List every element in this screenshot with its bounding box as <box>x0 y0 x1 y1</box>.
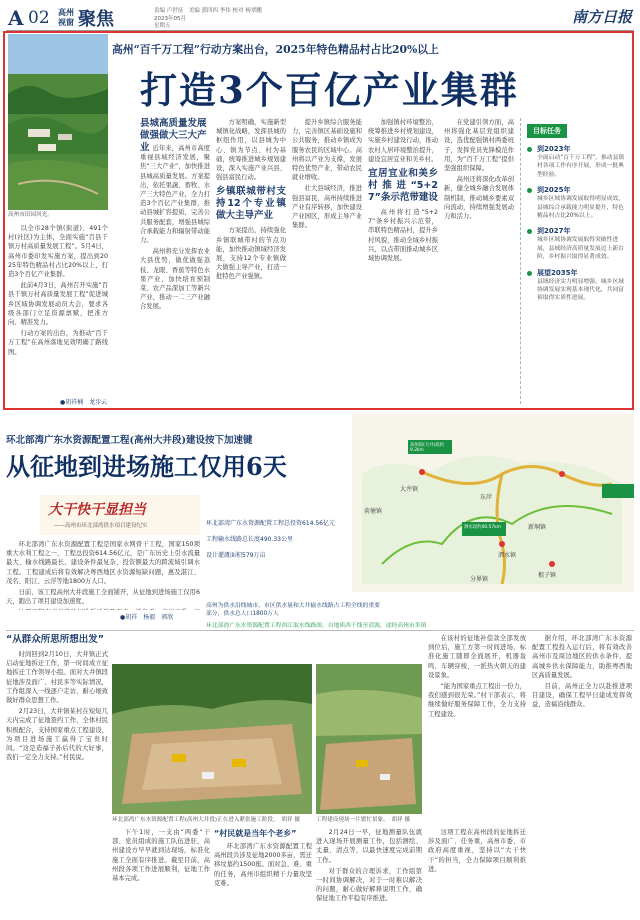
goal-item <box>527 144 626 179</box>
section-name-top: 高州 <box>58 8 74 17</box>
story2-col-far-right <box>532 634 632 914</box>
story1-headline: 打造3个百亿产业集群 <box>140 68 519 112</box>
stat-total-investment: 环北部湾广东水资源配置工程总投资614.56亿元 <box>206 520 335 527</box>
page-code: A <box>8 6 24 30</box>
construction-site-photo <box>112 664 312 814</box>
map-label-genzi: 根子镇 <box>538 572 557 579</box>
story1-lead-p2: 此前4月3日，高州召开实施“百县千镇万村高质量发展工程”促进城乡区域协调发展动员大会，要求各级各部门立足资源禀赋，把准方向、精准发力。 <box>8 282 108 327</box>
stat-population: 高州为供水沿线城市，市区供水量和大井输水线路占工程全线的重要部分，供水总人口1800万人 <box>206 603 380 617</box>
map-label-fenjie: 分界镇 <box>470 576 489 583</box>
story2-map-note: 环北部湾广东水资源配置工程西江取水线路图，自地质西干线至清源，途经高州市多镇 <box>206 623 427 629</box>
story2-intro <box>6 540 200 610</box>
story2-col-a <box>6 634 108 914</box>
paper-logo: 南方日报 <box>572 8 633 26</box>
story1-col2-p1: 近年来，高州市高度重视县域经济发展，聚焦“三大产业”，加快推进县城高质量发展。方案提出，依托果蔬、畜牧、水产三大特色产业，全力打造3个百亿产业集群，推动县城扩容提质，完善公共服务配套，增强县城综合承载能力和辐射带动能力。 <box>140 145 210 245</box>
page-number: 02 <box>28 8 50 28</box>
story2-col-a-p2: 2月23日，大井镇某村在短短几天内完成了征地签约工作，全体村民积极配合，支持国家重点工程建设，为项目进场施工赢得了宝贵时间。“这是造福子孙后代的大好事，我们一定全力支持。”村民说。 <box>6 708 108 762</box>
story1-subhead-2: 乡镇联城带村支持12个专业镇做大主导产业 <box>216 186 286 222</box>
map-label-dajing: 大井镇 <box>400 486 419 493</box>
story1-col2 <box>140 144 210 404</box>
story1-kicker: 高州“百千万工程”行动方案出台，2025年特色精品村占比20%以上 <box>112 43 439 56</box>
map-label-dongan: 东岸 <box>480 494 493 501</box>
story2-stats <box>206 520 366 600</box>
story1-col5-p1: 加强镇村环境整治，统筹推进乡村规划建设，实施乡村建设行动，推动农村人居环境整治提升，建设宜居宜业和美乡村。 <box>368 119 438 163</box>
goal-year: 到2023年 <box>537 145 571 153</box>
story1-col2-p2: 高州将充分发挥农业大县优势，做优做强荔枝、龙眼、香蕉等特色水果产业，加快培育预制菜、农产品深加工等新兴产业，推动一二三产业融合发展。 <box>140 248 210 311</box>
story2-intro-p1: 环北部湾广东水资源配置工程是国家水网骨干工程，国家150项重大水利工程之一，工程总投资614.56亿元，是广东历史上引水流量最大、输水线路最长、建设条件最复杂、投资额最大的跨流域引调水工程。工程建成后将有效解决粤西地区水资源短缺问题，惠及湛江、茂名、阳江、云浮等地1800万人口。 <box>6 541 200 585</box>
goal-year: 展望2035年 <box>537 268 578 277</box>
story1-lead-p3: 行动方案的出台，为推动“百千万工程”在高州落地见效明确了路线图。 <box>8 330 108 356</box>
map-tag-sishui: 泗水段约40.57km <box>464 525 501 530</box>
goal-marker-icon <box>527 271 532 276</box>
story1-col5 <box>368 118 438 404</box>
story1-col3-p2: 方案提出，持续强化乡镇联城带村的节点功能，加快推动镇域经济发展，支持12个专业镇做大做强主导产业，打造一批特色产业强镇。 <box>216 227 286 281</box>
story2-col-e-p2: 目前，高州正全力以赴推进项目建设，确保工程早日建成发挥效益，造福沿线群众。 <box>532 683 632 709</box>
goal-marker-icon <box>527 147 532 152</box>
route-map-graphic <box>352 414 634 592</box>
landscape-photo <box>8 34 108 210</box>
story2-badge-subtitle: ——高州市环北部湾供水项目建设纪实 <box>54 523 148 529</box>
goals-rail-title: 目标任务 <box>527 124 567 138</box>
story2-col-b <box>112 828 210 916</box>
goal-desc: 全面启动“百千万工程”，推动县镇村各项工作有序开展，形成一批典型经验。 <box>537 155 625 178</box>
story1-col6-p2: 高州还将深化改革创新，健全城乡融合发展体制机制，推动城乡要素双向流动，持续增强发展动力和活力。 <box>444 176 514 221</box>
masthead <box>6 4 634 30</box>
masthead-meta: 责编 卢世征 美编 郭四四 李伟 校对 杨翠鹏 <box>154 8 262 14</box>
construction-field-photo <box>316 664 422 814</box>
goal-item <box>527 268 626 303</box>
goal-year: 到2027年 <box>537 227 571 236</box>
story1-col6 <box>444 118 514 404</box>
story1-col5-p2: 高州将打造“5+27”条乡村振兴示范带，串联特色精品村，提升乡村风貌，推动全域乡村振兴，以点带面推动城乡区域协调发展。 <box>368 209 438 263</box>
story1-col3-p1: 方案明确，实施新型城镇化战略，发挥县城的枢纽作用，以县城为中心、镇为节点、村为基础，统筹推进城乡规划建设，深入实施产业兴县、强县富民行动。 <box>216 119 286 182</box>
map-label-hetang: 荷塘镇 <box>364 508 383 515</box>
goal-year: 到2025年 <box>537 186 571 195</box>
column-title: 聚焦 <box>78 9 114 30</box>
story1-col4-p2: 壮大县域经济，推进强县富民，高州持续推进产业有序转移，加快建设产业园区，形成主导产业集群。 <box>292 185 362 230</box>
stat-line-length: 工程输水线路总长度490.33公里 <box>206 536 293 543</box>
story1-byline: ●胡祥楠 龙步云 <box>60 399 108 406</box>
story1-lead: 以全市28个镇(街道)、491个村(社区)为主体，全面实施“百县千镇万村高质量发展工程”。5月4日，高州市委印发实施方案，提出到2025年特色精品村占比20%以上，打造3个百亿产业集群。 <box>8 225 108 279</box>
construction-photo-2 <box>316 664 422 814</box>
story1-col4-p1: 提升乡镇综合服务能力，完善镇区基础设施和公共服务，推动乡镇成为服务农民的区域中心。高州将以产业为支撑，发展特色优势产业，带动农民就业增收。 <box>292 119 362 182</box>
story2-col-c <box>214 828 312 916</box>
story2-kicker: 环北部湾广东水资源配置工程(高州大井段)建设按下加速键 <box>6 435 253 446</box>
story2-col-b-p2: 环北部湾广东水资源配置工程高州段共涉及征地2000多亩，需迁移坟墓约1500座。面对急、难、重的任务，高州市组织精干力量攻坚克难。 <box>214 843 312 887</box>
story2-col-e-p1: 据介绍，环北部湾广东水资源配置工程投入运行后，将有效改善高州市及周边地区的供水条件，提高城乡供水保障能力，助推粤西地区高质量发展。 <box>532 635 632 679</box>
story2-col-d <box>316 828 422 916</box>
story1-lead-column <box>8 224 108 396</box>
story2-subhead-b: “村民就是当年个老乡” <box>214 829 297 838</box>
story2-badge <box>40 495 200 535</box>
masthead-weekday: 星期五 <box>154 23 171 29</box>
story1-col3 <box>216 118 286 404</box>
story1-photo <box>8 34 108 210</box>
story1-photo-caption: 高州市田园风光。 <box>8 212 53 218</box>
story2-col-e-extra: 这项工程在高州段的征地拆迁涉及面广、任务重，高州市委、市政府高度重视，坚持以“大干快干”的担当，全力保障项目顺利推进。 <box>428 829 526 873</box>
story2-headline: 从征地到进场施工仅用6天 <box>6 452 287 481</box>
story1-col4 <box>292 118 362 404</box>
story2-col-b-p1: 下午1时，一支由“两委”干部、党员组成的施工队伍进驻，高州建设方早早就到达现场，标准化施工全面有序推进。截至目前，高州段各项工作进展顺利，征地工作基本完成。 <box>112 829 210 883</box>
story2-byline: ●胡祥 杨毅 郭欣 <box>120 614 174 621</box>
construction-photo-2-caption: 工程建设现场一片繁忙景象。 胡祥 摄 <box>316 817 411 823</box>
stat-irrigation-area: 设计灌溉面积579万亩 <box>206 552 266 559</box>
construction-photo-1-caption: 环北部湾广东水资源配置工程(高州大井段)正在进入紧张施工阶段。 胡祥 摄 <box>112 817 300 823</box>
story2-col-d-p1: 在该村的征地补偿款全部发放到位后，施工方第一时间进场，标准化施工随即全面展开，机器轰鸣、车辆穿梭，一派热火朝天的建设景象。 <box>428 635 526 679</box>
goals-rail <box>520 118 630 404</box>
goal-item <box>527 185 626 220</box>
story2-subhead-a: “从群众所思所想出发” <box>6 634 104 645</box>
section-name-bottom: 视窗 <box>58 18 74 27</box>
masthead-date: 2023年05月 <box>154 16 186 22</box>
goal-item <box>527 226 626 261</box>
story2-badge-title: 大干快干显担当 <box>48 502 146 518</box>
story2-intro-p3 <box>6 608 200 610</box>
map-label-sishui: 泗水镇 <box>498 552 517 559</box>
story2-divider <box>6 630 634 631</box>
story2-col-c-p1: 2月24日一早，征地测量队伍就进入现场开展测量工作，包括测绘、丈量、清点等，以最快速度完成前期工作。 <box>316 829 422 864</box>
goal-marker-icon <box>527 229 532 234</box>
story2-intro-p2: 日前，该工程高州大井段施工全面铺开，从征地到进场施工仅用6天，跑出了项目建设加速度。 <box>6 589 200 606</box>
story2-col-top-right <box>428 634 526 814</box>
map-tag-dajing: 高州段(大井)段约9.2km <box>410 443 445 453</box>
goal-desc: 县域经济实力明显增强，城乡区域协调发展实现基本现代化，共同富裕取得实质性进展。 <box>537 278 624 302</box>
story2-col-a-p1: 时间回到2月10日，大井镇正式启动征地拆迁工作，第一时间成立征地拆迁工作领导小组。面对大井镇段征地涉及面广、村民多等实际情况，工作组深入一线逐户走访，耐心细致做好群众思想工作。 <box>6 651 108 705</box>
story1-subhead-3: 宜居宜业和美乡村推进“5+27”条示范带建设 <box>368 168 438 204</box>
story2-col-d-p2: “能为国家重点工程出一份力，我们感到很光荣。”村干部表示，将继续做好服务保障工作，全力支持工程建设。 <box>428 683 526 718</box>
story1-subhead-1: 县城高质量发展做强做大三大产业 <box>140 118 207 153</box>
goal-desc: 城乡区域协调发展取得明显成效，县城综合承载能力明显提升，特色精品村占比20%以上。 <box>537 196 624 220</box>
construction-photo-1 <box>112 664 312 814</box>
story2-col-c-p2: 对于群众的合理诉求，工作组第一时间协调解决，对于一时难以解决的问题，耐心做好解释说明工作，确保征地工作平稳有序推进。 <box>316 867 422 903</box>
map-label-xindong: 新垌镇 <box>528 524 547 531</box>
story2-col-e <box>428 828 526 916</box>
route-map <box>352 414 634 592</box>
goal-desc: 城乡区域协调发展取得突破性进展，县域经济高质量发展迈上新台阶，乡村振兴取得显著成效。 <box>537 237 624 261</box>
goal-marker-icon <box>527 188 532 193</box>
story1-col6-p1: 在党建引领方面，高州将强化基层党组织建设，选优配强镇村两委班子，发挥党员先锋模范作用，为“百千万工程”提供坚强组织保障。 <box>444 119 514 173</box>
